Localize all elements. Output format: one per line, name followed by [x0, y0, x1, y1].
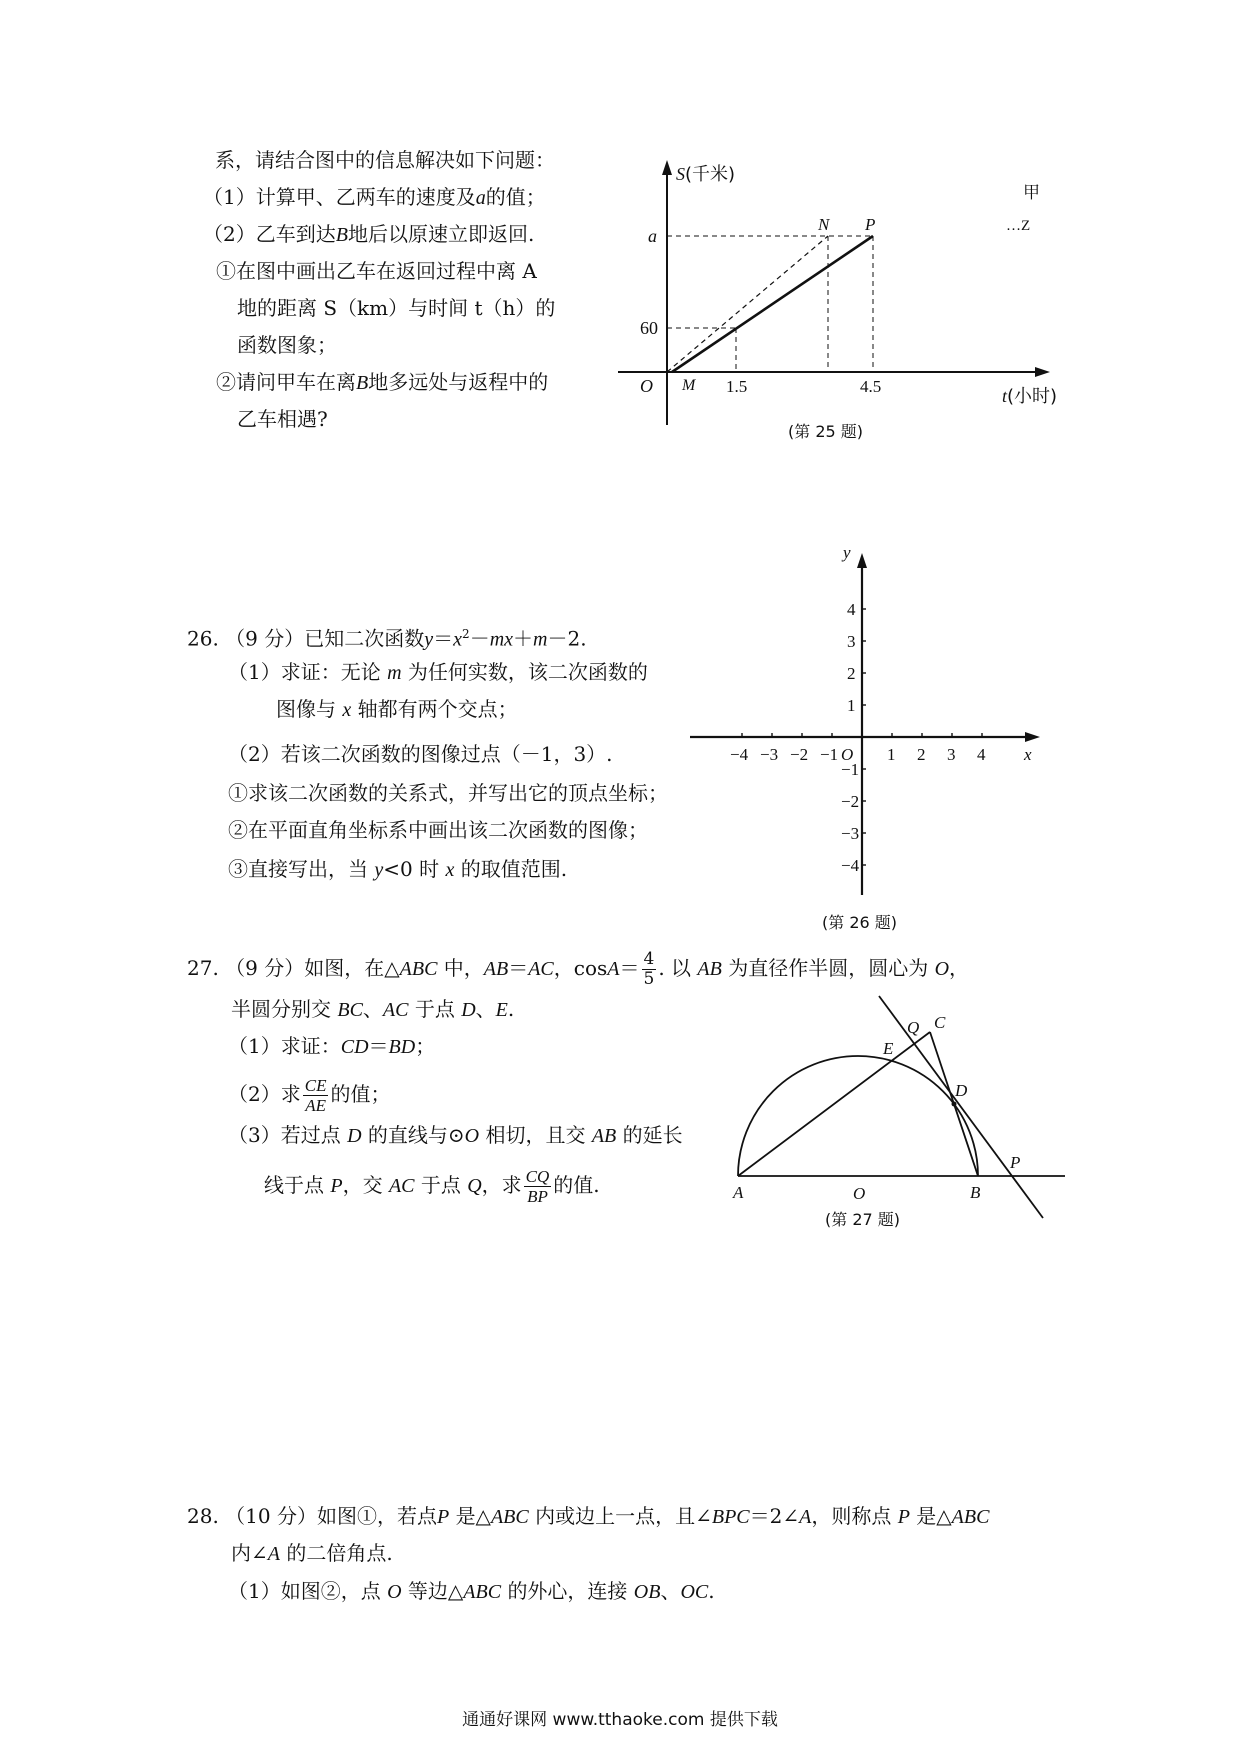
q27-line2-d: D — [461, 999, 476, 1021]
q28-line1-b: 是△ — [455, 1504, 491, 1528]
q26-formula-mx: mx — [489, 628, 514, 651]
q25-sub2-tail: 地多远处与返程中的 — [368, 370, 549, 394]
q28-line2 — [231, 1540, 393, 1567]
q27-line1-c: . 以 — [658, 956, 692, 980]
q28-line1-abc: ABC — [490, 1506, 529, 1528]
q27-part3-b: 的直线与⊙ — [367, 1123, 465, 1147]
q27-part1-b: ； — [415, 1034, 436, 1058]
q26-sub3-var2: x — [445, 859, 455, 881]
q27-part3-den: BP — [527, 1187, 548, 1206]
q27-line1-abc: ABC — [399, 958, 438, 980]
q27-line2-f: . — [507, 997, 515, 1021]
q27-part2-den: AE — [305, 1096, 326, 1115]
q27-line1-ab2: AB — [697, 958, 722, 980]
q25-part1-text: （1）计算甲、乙两车的速度及 — [203, 185, 476, 209]
q27-line1-ac: AC — [528, 958, 554, 980]
q27-line1-O: O — [934, 958, 950, 980]
q26-x-tick-label: 2 — [917, 745, 926, 764]
q27-part1-eq: ＝ — [368, 1034, 389, 1058]
q26-formula-minus: － — [469, 626, 490, 651]
q27-line1-d: 为直径作半圆，圆心为 — [728, 956, 929, 980]
q26-x-tick-label: −1 — [820, 745, 839, 764]
q28-part1-abc: ABC — [463, 1581, 502, 1603]
q27-part3-O: O — [464, 1125, 480, 1147]
q28-line1-P2: P — [897, 1506, 910, 1528]
q25-intro: 系，请结合图中的信息解决如下问题： — [215, 148, 555, 172]
q26-x-label: x — [1024, 745, 1032, 764]
q25-legend-yi: …Z — [1006, 218, 1031, 234]
q27-part3-P: P — [330, 1175, 343, 1197]
q26-part1-line2-text: 图像与 — [276, 697, 336, 721]
q26-formula-m: m — [533, 628, 548, 651]
q27-part3-a: （3）若过点 — [228, 1123, 341, 1147]
q26-part1-text: （1）求证：无论 — [228, 660, 381, 684]
q25-label-N: N — [818, 215, 830, 234]
q25-caption: (第 25 题) — [788, 422, 864, 441]
q28-line1-d: ＝2∠ — [749, 1504, 800, 1528]
q27-line1-a: （9 分）如图，在△ — [225, 956, 400, 980]
q28-part1-O: O — [387, 1581, 402, 1603]
q27-label-Q: Q — [907, 1018, 920, 1037]
q28-line1-abc2: ABC — [951, 1506, 990, 1528]
q25-x-label: t(小时) — [1002, 386, 1058, 407]
q26-origin: O — [841, 745, 854, 764]
q27-part3-AB: AB — [591, 1125, 617, 1147]
q26-part2: （2）若该二次函数的图像过点（－1，3）. — [228, 742, 613, 766]
q26-sub3-var: y — [374, 859, 384, 881]
q28-line1-c: 内或边上一点，且∠ — [535, 1504, 712, 1528]
q27-label-E: E — [883, 1039, 894, 1058]
q26-y-tick-label: 3 — [847, 632, 856, 651]
q26-y-tick-label: 4 — [847, 600, 856, 619]
q25-part1-var: a — [475, 187, 486, 209]
q28-line1-bpc: BPC — [711, 1506, 750, 1528]
q27-number: 27. — [187, 956, 219, 980]
q25-y-label: S(千米) — [676, 164, 736, 185]
q26-formula-x: x — [453, 628, 463, 651]
q28-line1-P: P — [436, 1506, 450, 1528]
q26-part1-var: m — [387, 662, 402, 684]
q27-point-D — [952, 1102, 957, 1107]
q25-sub2-line2: 乙车相遇? — [237, 407, 328, 431]
q27-label-D: D — [955, 1081, 968, 1100]
q25-label-M: M — [682, 377, 696, 394]
q27-part3-d: 的延长 — [622, 1123, 683, 1147]
page-footer: 通通好课网 www.tthaoke.com 提供下载 — [462, 1710, 778, 1730]
q28-line1-e: ，则称点 — [811, 1504, 892, 1528]
q27-frac-den: 5 — [643, 969, 655, 989]
q26-sub3-mid: <0 时 — [383, 857, 440, 881]
q27-label-A: A — [733, 1183, 744, 1202]
q25-sub2-text: ②请问甲车在离 — [216, 370, 356, 394]
q27-frac-num: 4 — [643, 949, 655, 969]
q25-part2-var: B — [335, 224, 348, 246]
q27-part2-a: （2）求 — [228, 1082, 301, 1106]
q28-line1-A: A — [799, 1506, 812, 1528]
q27-part3-c: 相切，且交 — [485, 1123, 586, 1147]
q26-y-label: y — [843, 543, 851, 562]
q27-line1-cos: ，cos — [553, 956, 608, 980]
q27-part3-num: CQ — [525, 1167, 550, 1186]
q28-part1 — [228, 1578, 715, 1605]
q26-y-tick-label: 2 — [847, 664, 856, 683]
q26-formula-sup: 2 — [462, 627, 470, 641]
q27-label-O: O — [853, 1184, 866, 1203]
q25-legend-jia: 甲 — [1023, 183, 1040, 203]
q27-line2-a: 半圆分别交 — [231, 997, 331, 1021]
q26-y-tick-label: −4 — [841, 856, 860, 875]
q27-line1-e: ， — [949, 956, 970, 980]
q26-x-tick-label: 4 — [977, 745, 986, 764]
q26-y-tick-label: −2 — [841, 792, 860, 811]
q27-label-P: P — [1010, 1153, 1021, 1172]
q27-part2-num: CE — [304, 1076, 327, 1095]
q27-side-AC — [738, 1032, 930, 1176]
q25-sub1-line3: 函数图象； — [237, 333, 337, 357]
q27-line1-A: A — [607, 958, 620, 980]
q25-tick-15: 1.5 — [726, 377, 748, 396]
q25-origin: O — [640, 376, 653, 396]
q27-part3-line2-e: 的值. — [553, 1173, 600, 1197]
q26-sub3-tail: 的取值范围. — [460, 857, 568, 881]
q26-x-tick-label: 3 — [947, 745, 956, 764]
q27-part3-AC: AC — [388, 1175, 415, 1197]
q25-sub2-var: B — [356, 372, 369, 394]
q28-part1-d: 、 — [660, 1579, 681, 1603]
q27-semicircle — [738, 1056, 978, 1176]
q27-line2-b: 、 — [362, 997, 383, 1021]
q26-formula-eq: ＝ — [433, 626, 454, 651]
q26-formula-y: y — [424, 628, 434, 651]
q25-sub1-line2: 地的距离 S（km）与时间 t（h）的 — [237, 296, 556, 320]
q28-part1-oc: OC — [680, 1581, 709, 1603]
q28-part1-ob: OB — [633, 1581, 661, 1603]
q26-x-tick-label: 1 — [887, 745, 896, 764]
q27-line2-c: 于点 — [414, 997, 455, 1021]
q27-tangent — [879, 996, 1043, 1218]
q27-label-B: B — [970, 1183, 981, 1202]
q27-line2-bc: BC — [337, 999, 363, 1021]
q25-label-60: 60 — [640, 318, 658, 338]
q28-part1-c: 的外心，连接 — [507, 1579, 628, 1603]
q28-line1 — [187, 1503, 989, 1530]
q27-part1-cd: CD — [340, 1036, 369, 1058]
q27-line2-e: 、 — [475, 997, 496, 1021]
q28-line2-a: 内∠ — [231, 1541, 268, 1565]
q27-line1-eq2: ＝ — [619, 956, 640, 980]
q25-part1-tail: 的值； — [485, 185, 546, 209]
q27-caption: (第 27 题) — [825, 1210, 901, 1229]
q27-part3-line2-c: 于点 — [420, 1173, 461, 1197]
q27-line1-b: 中， — [443, 956, 484, 980]
q28-line2-A: A — [267, 1543, 280, 1565]
q26-formula-tail: －2. — [547, 626, 587, 651]
q27-line2-ac: AC — [382, 999, 409, 1021]
q26-x-tick-label: −3 — [760, 745, 779, 764]
q26-part1-line2-var: x — [342, 699, 352, 721]
q27-line2-E: E — [495, 999, 508, 1021]
q28-line1-a: （10 分）如图①，若点 — [225, 1504, 437, 1528]
q26-y-tick-label: −3 — [841, 824, 860, 843]
q27-part3-line2-a: 线于点 — [264, 1173, 324, 1197]
q26-caption: (第 26 题) — [822, 913, 898, 932]
q25-part2-text: （2）乙车到达 — [203, 222, 336, 246]
q27-part3-line2-d: ，求 — [481, 1173, 522, 1197]
q26-sub3-text: ③直接写出，当 — [228, 857, 368, 881]
q26-number: 26. — [187, 626, 219, 651]
q27-line1-eq: ＝ — [508, 956, 529, 980]
q25-part2-tail: 地后以原速立即返回. — [347, 222, 535, 246]
q28-number: 28. — [187, 1504, 219, 1528]
q27-part2-b: 的值； — [330, 1082, 391, 1106]
q26-y-tick-label: 1 — [847, 696, 856, 715]
q28-line2-b: 的二倍角点. — [286, 1541, 393, 1565]
q28-part1-e: . — [708, 1579, 715, 1603]
q26-sub1: ①求该二次函数的关系式，并写出它的顶点坐标； — [228, 781, 668, 805]
q25-label-a: a — [648, 226, 657, 246]
q28-part1-a: （1）如图②，点 — [228, 1579, 381, 1603]
q25-tick-45: 4.5 — [860, 377, 882, 396]
q26-part1-tail: 为任何实数，该二次函数的 — [407, 660, 648, 684]
q26-part1-line2-tail: 轴都有两个交点； — [357, 697, 518, 721]
q27-part1-a: （1）求证： — [228, 1034, 341, 1058]
q26-formula-plus: ＋ — [513, 626, 534, 651]
q27-part1-bd: BD — [388, 1036, 416, 1058]
q26-x-tick-label: −2 — [790, 745, 809, 764]
q27-label-C: C — [934, 1013, 946, 1032]
q25-sub1-line1: ①在图中画出乙车在返回过程中离 A — [216, 259, 537, 283]
q26-y-tick-label: −1 — [841, 760, 860, 779]
q25-label-P: P — [865, 215, 876, 234]
q26-sub2: ②在平面直角坐标系中画出该二次函数的图像； — [228, 818, 648, 842]
q27-part3-line2-b: ，交 — [342, 1173, 383, 1197]
q26-intro: （9 分）已知二次函数 — [225, 626, 425, 651]
q27-part3-Q: Q — [467, 1175, 482, 1197]
q27-line1-ab: AB — [483, 958, 509, 980]
q28-part1-b: 等边△ — [407, 1579, 464, 1603]
q27-part3-D: D — [347, 1125, 362, 1147]
q26-x-tick-label: −4 — [730, 745, 749, 764]
q28-line1-f: 是△ — [916, 1504, 952, 1528]
